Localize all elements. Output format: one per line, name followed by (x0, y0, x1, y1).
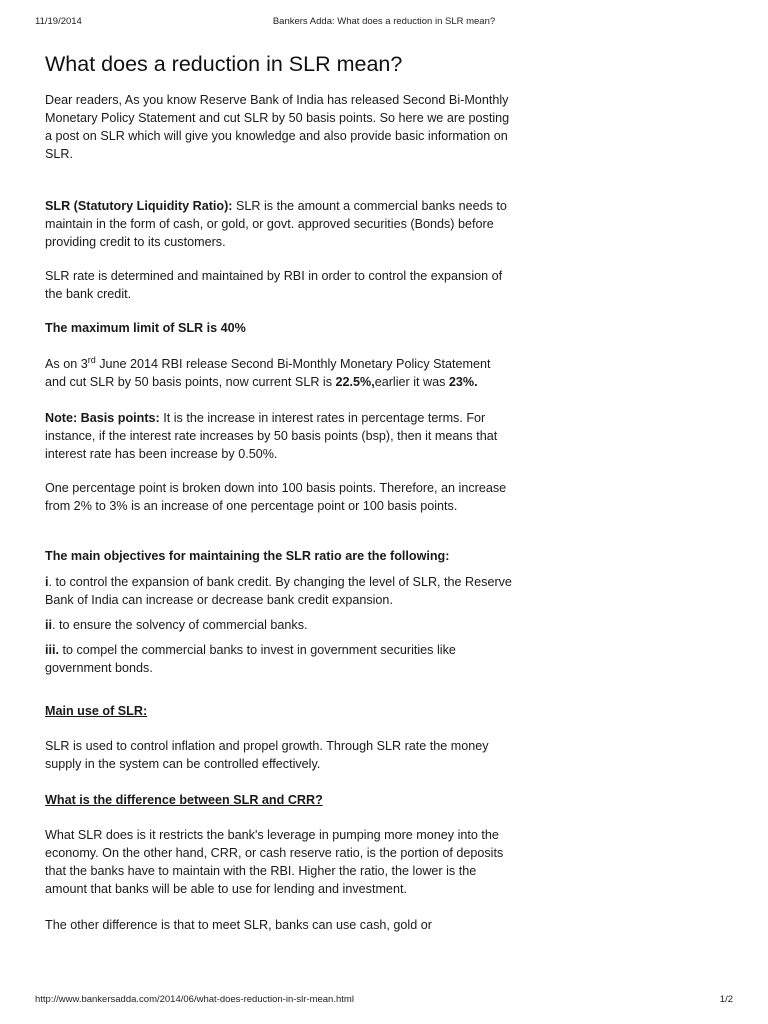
note-paragraph (45, 409, 515, 463)
current-slr-value: 22.5% (335, 375, 372, 389)
page-number: 1/2 (719, 994, 733, 1005)
june-comma: , (371, 375, 375, 389)
june-ordinal: rd (87, 354, 96, 365)
difference-heading-text: What is the difference between SLR and CRR? (45, 793, 323, 807)
print-page-title: Bankers Adda: What does a reduction in SLR mean? (272, 16, 496, 27)
june-text-pre: As on 3 (45, 357, 88, 371)
slr-definition-text: SLR is the amount a commercial banks needs to maintain in the form of cash, or gold, or govt. approved securities (Bonds) before providing credit to its customers. (45, 199, 507, 249)
max-limit-text: The maximum limit of SLR is 40% (45, 321, 246, 335)
june-text-mid: June 2014 RBI release Second Bi-Monthly Monetary Policy Statement and cut SLR by 50 basis points, now current SLR is (45, 357, 491, 389)
slr-definition-paragraph (45, 197, 515, 251)
june-period: . (474, 375, 478, 389)
max-limit-heading (45, 319, 515, 337)
objective-marker: i (45, 575, 49, 589)
june-text-earlier: earlier it was (374, 375, 449, 389)
main-use-paragraph: SLR is used to control inflation and propel growth. Through SLR rate the money supply in the system can be controlled effectively. (45, 739, 489, 771)
objective-marker: ii (45, 618, 52, 632)
objective-item (45, 573, 515, 609)
note-term: Note: Basis points: (45, 411, 160, 425)
print-date: 11/19/2014 (35, 16, 82, 27)
objective-text: . to ensure the solvency of commercial banks. (52, 618, 308, 632)
objective-item (45, 641, 515, 677)
objective-text: . to control the expansion of bank credit. By changing the level of SLR, the Reserve Bank of India can increase or decrease bank credit expansion. (45, 575, 512, 607)
difference-heading (45, 791, 515, 809)
source-url: http://www.bankersadda.com/2014/06/what-does-reduction-in-slr-mean.html (35, 994, 354, 1005)
main-use-heading-text: Main use of SLR: (45, 704, 148, 718)
article-title: What does a reduction in SLR mean? (45, 52, 403, 76)
difference-paragraph: What SLR does is it restricts the bank's leverage in pumping more money into the economy. On the other hand, CRR, or cash reserve ratio, is the portion of deposits that the banks have to maintain with the RBI. Higher the ratio, the lower is the amount that banks will be able to use for lending and investment. (45, 828, 504, 896)
percentage-point-paragraph: One percentage point is broken down into 100 basis points. Therefore, an increase from 2% to 3% is an increase of one percentage point or 100 basis points. (45, 481, 507, 513)
previous-slr-value: 23% (448, 375, 475, 389)
note-text: It is the increase in interest rates in percentage terms. For instance, if the interest rate increases by 50 basis points (bsp), then it means that interest rate has been increase by 0.50%. (45, 411, 498, 461)
objectives-heading-text: The main objectives for maintaining the SLR ratio are the following: (45, 549, 450, 563)
print-footer (35, 994, 733, 1008)
objective-text: to compel the commercial banks to invest in government securities like government bonds. (45, 643, 456, 675)
intro-paragraph: Dear readers, As you know Reserve Bank of India has released Second Bi-Monthly Monetary Policy Statement and cut SLR by 50 basis points. So here we are posting a post on SLR which will give you knowledge and also provide basic information on SLR. (45, 93, 510, 161)
objectives-heading (45, 547, 515, 565)
main-use-heading (45, 702, 515, 720)
print-header (35, 16, 733, 30)
other-difference-paragraph: The other difference is that to meet SLR, banks can use cash, gold or (45, 918, 432, 932)
objective-marker: iii. (45, 643, 59, 657)
slr-definition-term: SLR (Statutory Liquidity Ratio): (45, 199, 233, 213)
june-paragraph (45, 355, 515, 391)
objective-item (45, 616, 515, 634)
slr-rate-paragraph: SLR rate is determined and maintained by RBI in order to control the expansion of the bank credit. (45, 269, 503, 301)
article (45, 51, 515, 934)
